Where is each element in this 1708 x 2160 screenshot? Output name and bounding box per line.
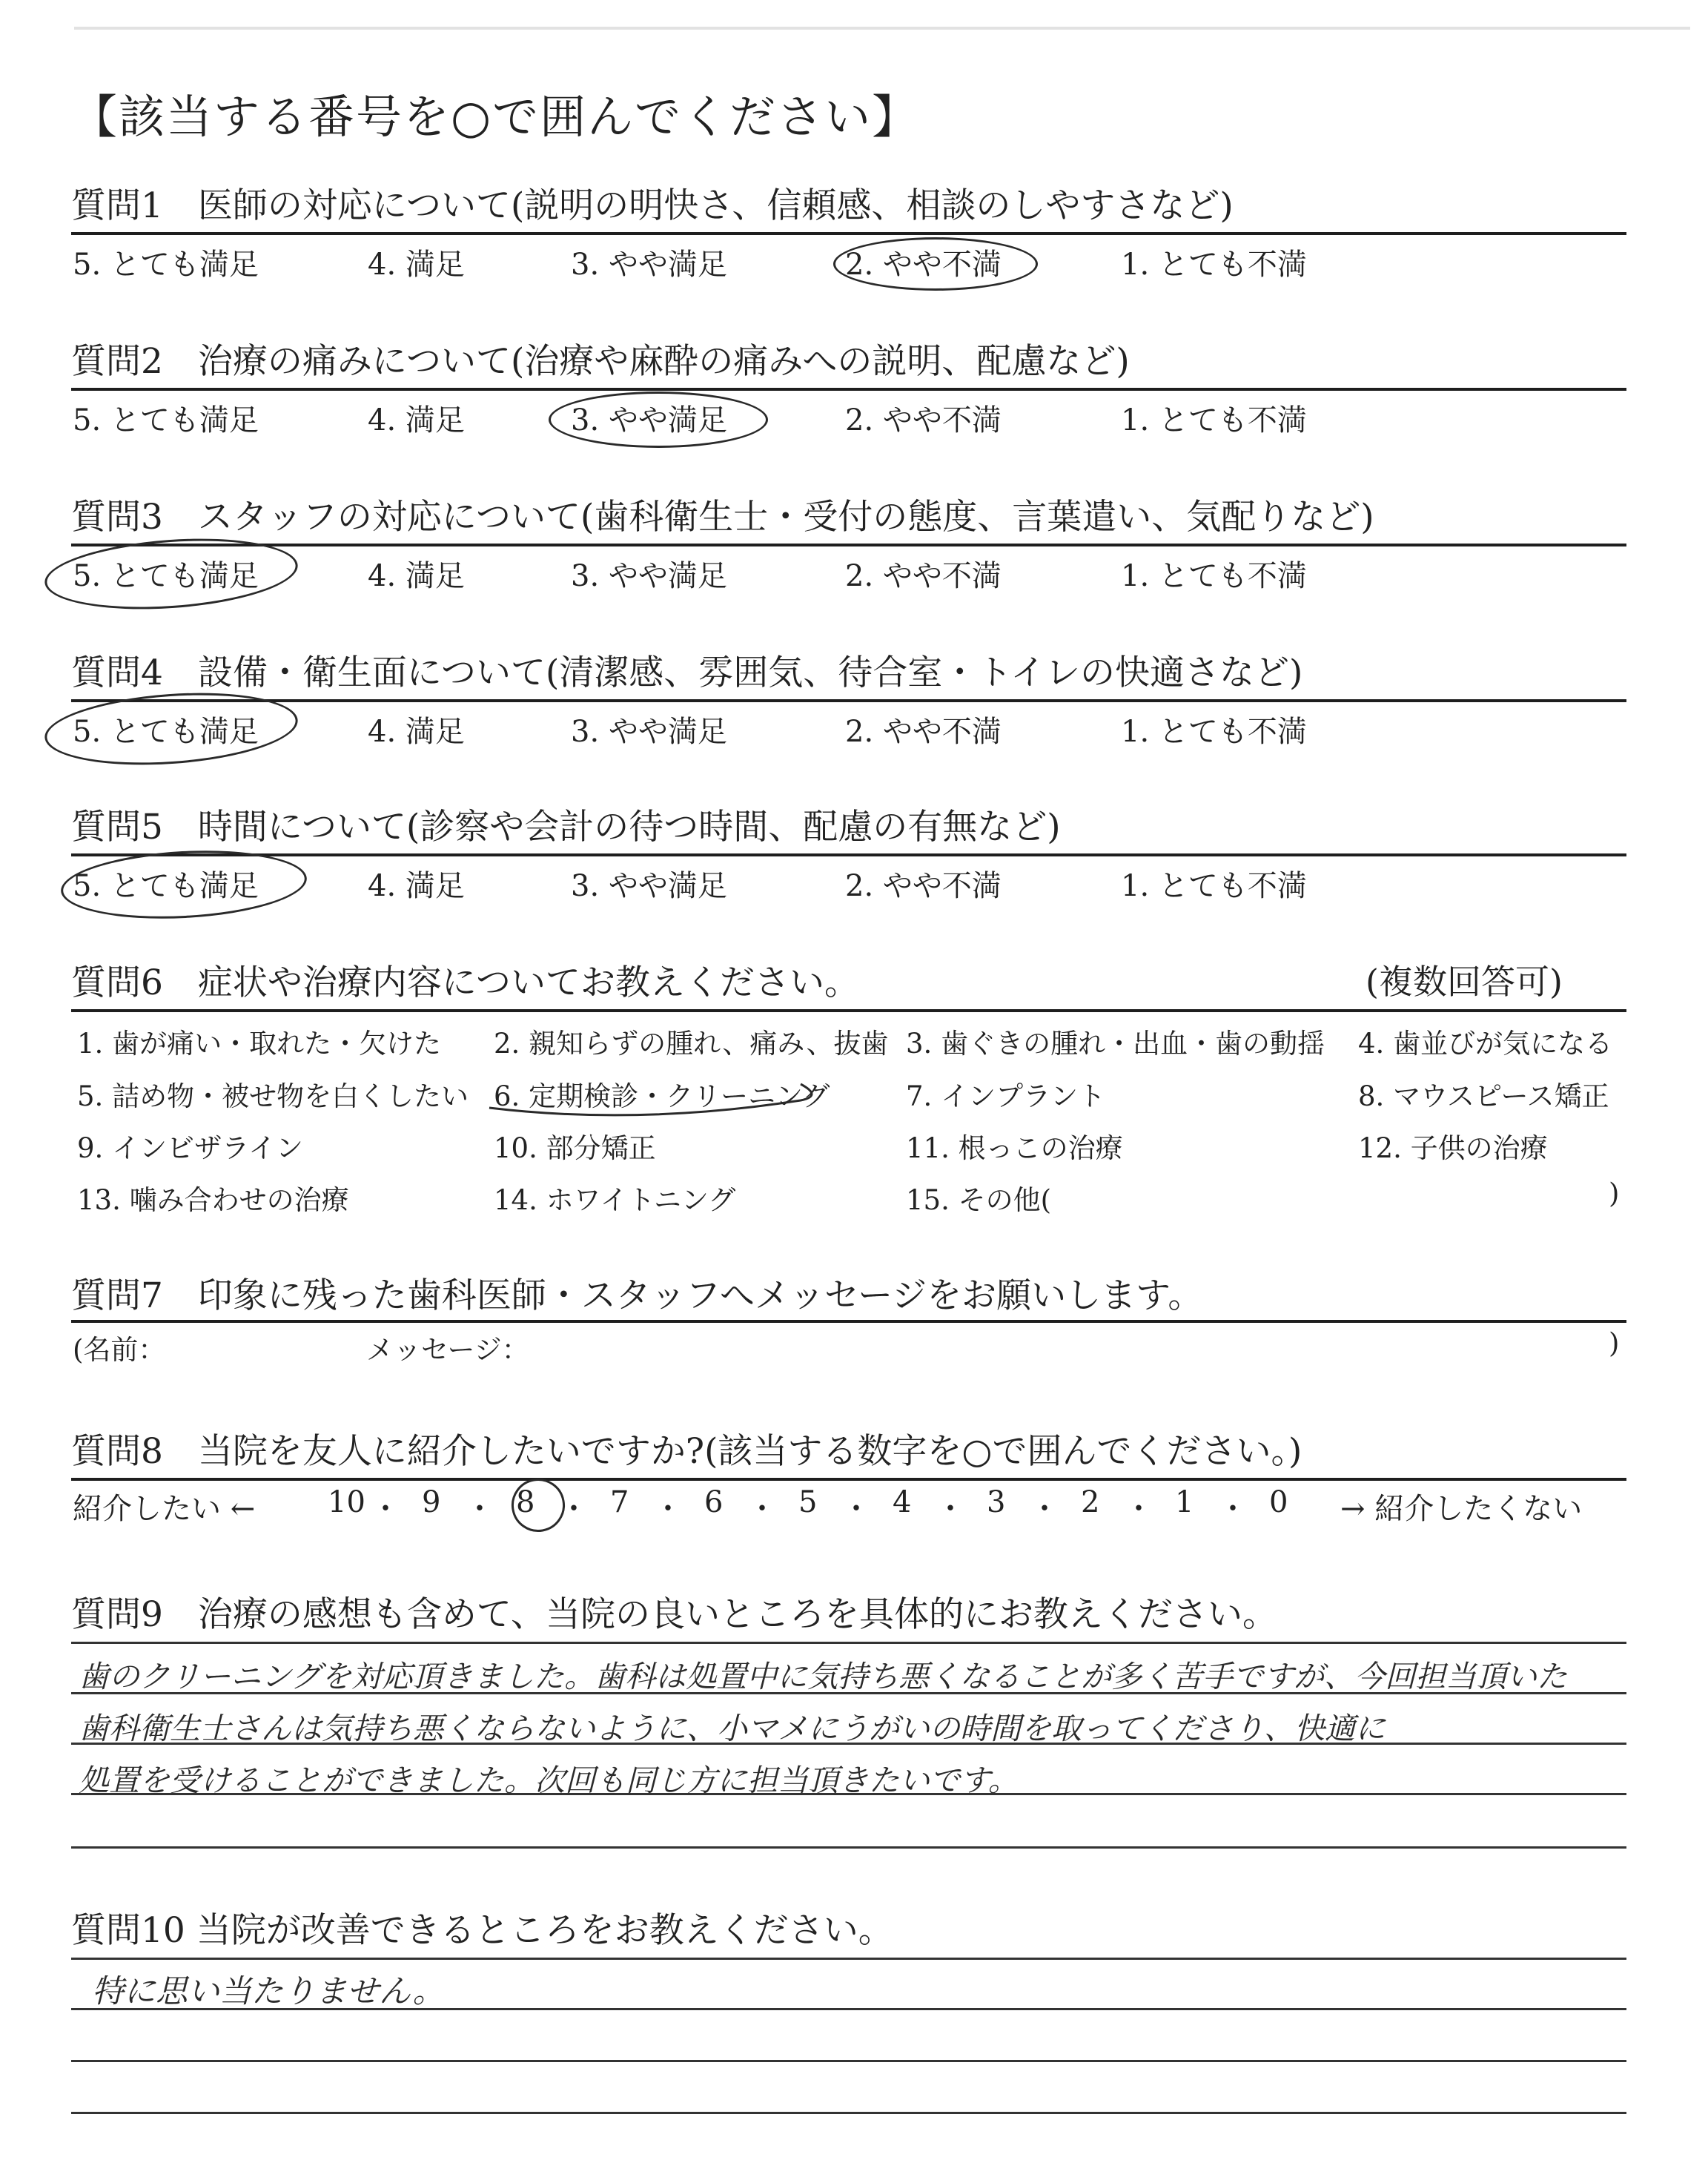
q4-rule [71, 699, 1626, 702]
q8-scale-separator: ・ [371, 1492, 400, 1526]
q8-scale-9[interactable]: 9 [422, 1485, 441, 1519]
q4-option-2[interactable]: 2. やや不満 [845, 715, 1002, 749]
q5-rule [71, 853, 1626, 856]
q2-option-4[interactable]: 4. 満足 [368, 403, 465, 437]
q9-answer-line-3: 処置を受けることができました。次回も同じ方に担当頂きたいです。 [79, 1763, 1019, 1798]
q1-selected-circle [833, 237, 1038, 291]
q9-answer-line-1: 歯のクリーニングを対応頂きました。歯科は処置中に気持ち悪くなることが多く苦手ですが、今回担当頂いた [79, 1659, 1568, 1694]
q6-option-10[interactable]: 10. 部分矯正 [494, 1132, 656, 1164]
q5-option-2[interactable]: 2. やや不満 [845, 869, 1002, 903]
q3-rule [71, 544, 1626, 546]
q6-option-1[interactable]: 1. 歯が痛い・取れた・欠けた [77, 1028, 442, 1060]
q8-scale-8[interactable]: 8 [516, 1485, 535, 1519]
q4-option-1[interactable]: 1. とても不満 [1121, 715, 1307, 749]
q8-scale-1[interactable]: 1 [1175, 1485, 1194, 1519]
q5-label: 質問5 時間について(診察や会計の待つ時間、配慮の有無など) [71, 807, 1061, 848]
q8-scale-4[interactable]: 4 [893, 1485, 912, 1519]
q6-option-2[interactable]: 2. 親知らずの腫れ、痛み、抜歯 [494, 1028, 889, 1060]
form-title: 【該当する番号を○で囲んでください】 [71, 90, 920, 144]
q6-option-14[interactable]: 14. ホワイトニング [494, 1184, 736, 1216]
q6-option-8[interactable]: 8. マウスピース矯正 [1358, 1080, 1609, 1112]
q8-scale-7[interactable]: 7 [610, 1485, 629, 1519]
q8-scale-separator: ・ [559, 1492, 589, 1526]
q6-selected-mark [474, 1068, 830, 1127]
q2-option-1[interactable]: 1. とても不満 [1121, 403, 1307, 437]
q6-rule [71, 1009, 1626, 1012]
q5-selected-circle [59, 845, 308, 924]
q10-answer: 特に思い当たりません。 [92, 1973, 445, 2010]
q8-scale-separator: ・ [653, 1492, 683, 1526]
q3-option-2[interactable]: 2. やや不満 [845, 559, 1002, 593]
q8-scale-separator: ・ [1030, 1492, 1059, 1526]
q6-option-9[interactable]: 9. インビザライン [77, 1132, 303, 1164]
q9-line-1 [71, 1642, 1626, 1644]
q8-scale-2[interactable]: 2 [1081, 1485, 1100, 1519]
q7-message-label: メッセージ： [366, 1334, 529, 1366]
q8-scale-separator: ・ [1218, 1492, 1248, 1526]
q8-scale-separator: ・ [747, 1492, 777, 1526]
q6-option-12[interactable]: 12. 子供の治療 [1358, 1132, 1548, 1164]
scan-top-edge [74, 27, 1690, 30]
q4-label: 質問4 設備・衛生面について(清潔感、雰囲気、待合室・トイレの快適さなど) [71, 653, 1303, 693]
q6-option-13[interactable]: 13. 噛み合わせの治療 [77, 1184, 349, 1216]
q2-label: 質問2 治療の痛みについて(治療や麻酔の痛みへの説明、配慮など) [71, 341, 1130, 382]
q8-scale-10[interactable]: 10 [328, 1485, 365, 1519]
q1-option-1[interactable]: 1. とても不満 [1121, 248, 1307, 282]
q2-option-3[interactable]: 3. やや満足 [571, 403, 727, 437]
q6-option-3[interactable]: 3. 歯ぐきの腫れ・出血・歯の動揺 [906, 1028, 1325, 1060]
q6-option-15[interactable]: 15. その他( [906, 1184, 1052, 1216]
q1-rule [71, 232, 1626, 235]
q8-scale-3[interactable]: 3 [987, 1485, 1006, 1519]
q1-option-3[interactable]: 3. やや満足 [571, 248, 727, 282]
q9-answer-line-2: 歯科衛生士さんは気持ち悪くならないように、小マメにうがいの時間を取ってくださり、快適に [79, 1711, 1386, 1746]
q8-rule [71, 1478, 1626, 1481]
q8-scale-0[interactable]: 0 [1269, 1485, 1288, 1519]
q10-line-1 [71, 1958, 1626, 1960]
q6-label: 質問6 症状や治療内容についてお教えください。 [71, 962, 859, 1003]
q8-scale-6[interactable]: 6 [704, 1485, 724, 1519]
q9-label: 質問9 治療の感想も含めて、当院の良いところを具体的にお教えください。 [71, 1594, 1277, 1635]
q8-scale-separator: ・ [841, 1492, 871, 1526]
q3-option-1[interactable]: 1. とても不満 [1121, 559, 1307, 593]
q2-option-2[interactable]: 2. やや不満 [845, 403, 1002, 437]
q3-label: 質問3 スタッフの対応について(歯科衛生士・受付の態度、言葉遣い、気配りなど) [71, 497, 1374, 538]
q10-line-3 [71, 2060, 1626, 2062]
q5-option-1[interactable]: 1. とても不満 [1121, 869, 1307, 903]
q6-other-close: ) [1609, 1178, 1620, 1209]
q6-option-7[interactable]: 7. インプラント [906, 1080, 1106, 1112]
q6-note: (複数回答可) [1366, 962, 1563, 1002]
q3-option-4[interactable]: 4. 満足 [368, 559, 465, 593]
q6-option-5[interactable]: 5. 詰め物・被せ物を白くしたい [77, 1080, 469, 1112]
q5-option-3[interactable]: 3. やや満足 [571, 869, 727, 903]
q3-option-5[interactable]: 5. とても満足 [73, 559, 259, 593]
q8-right-label: → 紹介したくない [1340, 1492, 1583, 1526]
q10-label: 質問10 当院が改善できるところをお教えください。 [71, 1910, 893, 1951]
q4-option-4[interactable]: 4. 満足 [368, 715, 465, 749]
q4-option-3[interactable]: 3. やや満足 [571, 715, 727, 749]
q7-name-label: (名前： [73, 1334, 166, 1366]
q9-line-5 [71, 1846, 1626, 1849]
q2-rule [71, 388, 1626, 391]
q6-option-6[interactable]: 6. 定期検診・クリーニング [494, 1080, 830, 1112]
q2-option-5[interactable]: 5. とても満足 [73, 403, 259, 437]
q3-option-3[interactable]: 3. やや満足 [571, 559, 727, 593]
q10-line-4 [71, 2112, 1626, 2114]
q2-selected-circle [549, 392, 768, 448]
q4-selected-circle [42, 685, 300, 773]
q1-option-2[interactable]: 2. やや不満 [845, 248, 1002, 282]
q8-scale-separator: ・ [1124, 1492, 1153, 1526]
q8-scale-separator: ・ [465, 1492, 494, 1526]
q1-option-5[interactable]: 5. とても満足 [73, 248, 259, 282]
q1-option-4[interactable]: 4. 満足 [368, 248, 465, 282]
q8-label: 質問8 当院を友人に紹介したいですか?(該当する数字を○で囲んでください。) [71, 1431, 1302, 1472]
q8-scale-separator: ・ [936, 1492, 965, 1526]
q1-label: 質問1 医師の対応について(説明の明快さ、信頼感、相談のしやすさなど) [71, 185, 1234, 226]
q7-rule [71, 1320, 1626, 1323]
q5-option-4[interactable]: 4. 満足 [368, 869, 465, 903]
q5-option-5[interactable]: 5. とても満足 [73, 869, 259, 903]
q8-left-label: 紹介したい ← [73, 1492, 256, 1526]
q7-label: 質問7 印象に残った歯科医師・スタッフへメッセージをお願いします。 [71, 1275, 1203, 1316]
q6-option-4[interactable]: 4. 歯並びが気になる [1358, 1028, 1613, 1060]
q4-option-5[interactable]: 5. とても満足 [73, 715, 259, 749]
q6-option-11[interactable]: 11. 根っこの治療 [906, 1132, 1123, 1164]
q7-close: ) [1609, 1327, 1620, 1359]
q8-scale-5[interactable]: 5 [798, 1485, 818, 1519]
